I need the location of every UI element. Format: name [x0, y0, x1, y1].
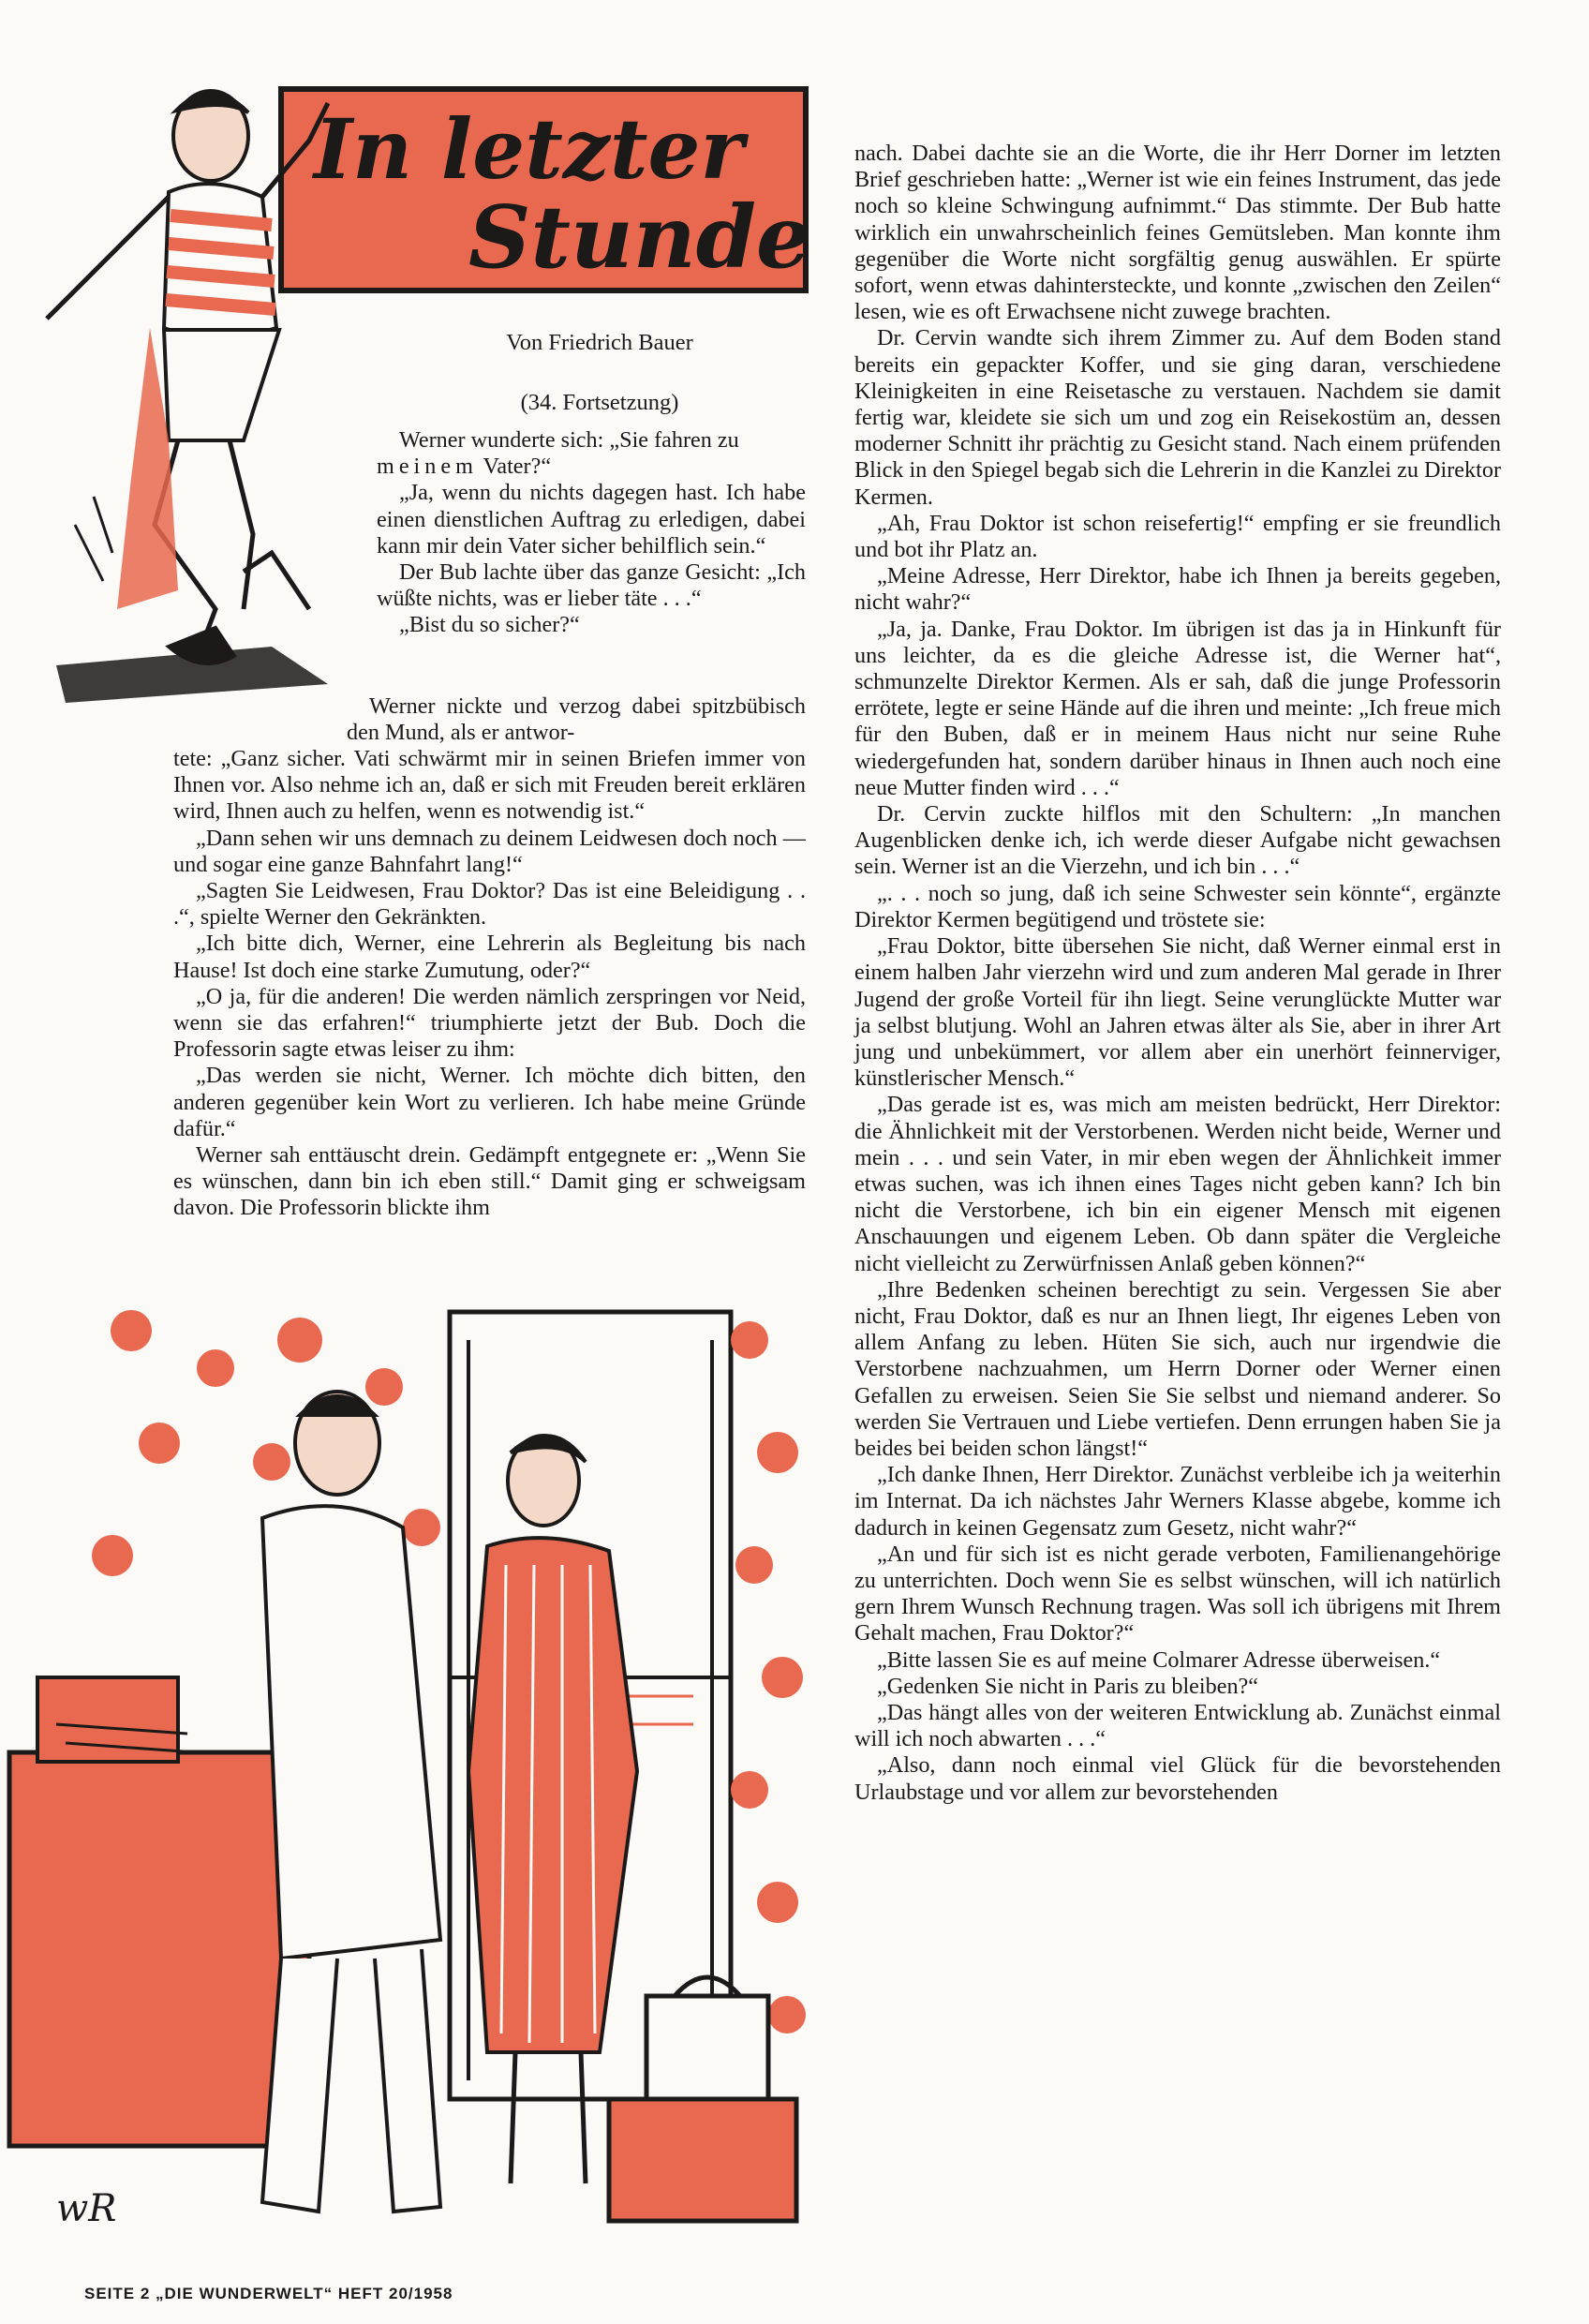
paragraph: Werner wunderte sich: „Sie fahren zu meinem Vater?“	[377, 427, 739, 480]
left-column-narrow	[377, 427, 806, 639]
paragraph: Werner sah enttäuscht drein. Gedämpft entgegnete er: „Wenn Sie es wünschen, dann bin ich eben still.“ Damit ging er schweigsam davon. Die Professorin blickte ihm	[173, 1142, 806, 1221]
page-footer: SEITE 2 „DIE WUNDERWELT“ HEFT 20/1958	[84, 2285, 453, 2302]
byline: Von Friedrich Bauer	[506, 330, 693, 355]
paragraph: „Ja, wenn du nichts dagegen hast. Ich habe einen dienstlichen Auftrag zu erledigen, dabei kann mir dein Vater sicher behilflich sein.“	[377, 480, 806, 559]
paragraph: „Ihre Bedenken scheinen berechtigt zu sein. Vergessen Sie aber nicht, Frau Doktor, daß es nur an Ihnen liegt, Ihr eigenes Leben von allem Anfang zu leben. Hüten Sie sich, auch nur irgendwie die Verstorbene nachzuahmen, um Herrn Dorner oder Werner einen Gefallen zu erweisen. Seien Sie Sie selbst und niemand anderer. So werden Sie Vertrauen und Liebe vertiefen. Denn errungen haben Sie ja beides bei beiden schon längst!“	[854, 1276, 1501, 1461]
paragraph: „Das hängt alles von der weiteren Entwicklung ab. Zunächst einmal will ich noch abwarten . . .“	[854, 1699, 1501, 1752]
installment-label: (34. Fortsetzung)	[520, 390, 679, 415]
paragraph: „Meine Adresse, Herr Direktor, habe ich Ihnen ja bereits gegeben, nicht wahr?“	[854, 563, 1501, 616]
paragraph: „Also, dann noch einmal viel Glück für die bevorstehenden Urlaubstage und vor allem zur bevorstehenden	[854, 1752, 1501, 1805]
left-column-wide	[173, 746, 806, 1222]
paragraph: Der Bub lachte über das ganze Gesicht: „Ich wüßte nichts, was er lieber täte . . .“	[377, 559, 806, 612]
right-column	[854, 141, 1501, 1806]
paragraph: „Ich bitte dich, Werner, eine Lehrerin als Begleitung bis nach Hause! Ist doch eine starke Zumutung, oder?“	[173, 931, 806, 983]
paragraph: „Dann sehen wir uns demnach zu deinem Leidwesen doch noch — und sogar eine ganze Bahnfahrt lang!“	[173, 825, 806, 877]
paragraph: tete: „Ganz sicher. Vati schwärmt mir in seinen Briefen immer von Ihnen vor. Also nehme ich an, daß er sich mit Freuden bereit erklären wird, Ihnen auch zu helfen, wenn es notwendig ist.“	[173, 746, 806, 825]
paragraph: „. . . noch so jung, daß ich seine Schwester sein könnte“, ergänzte Direktor Kermen begütigend und tröstete sie:	[854, 880, 1501, 932]
title-line-1: In letzter	[314, 100, 744, 198]
paragraph: „Frau Doktor, bitte übersehen Sie nicht, daß Werner einmal erst in einem halben Jahr vierzehn wird und zum anderen Mal gerade in Ihrer Jugend der große Vorteil für ihn liegt. Seine verunglückte Mutter war ja selbst blutjung. Wohl an Jahren etwas älter als Sie, aber in ihrer Art jung und unbekümmert, vor allem aber ein unerhört feinnerviger, künstlerischer Mensch.“	[854, 933, 1501, 1092]
paragraph: „Ah, Frau Doktor ist schon reisefertig!“ empfing er sie freundlich und bot ihr Platz an.	[854, 510, 1501, 563]
illustration-signature: wR	[56, 2187, 117, 2230]
paragraph: Dr. Cervin wandte sich ihrem Zimmer zu. Auf dem Boden stand bereits ein gepackter Koffer, und sie ging daran, verschiedene Kleinigkeiten in eine Reisetasche zu verstauen. Nachdem sie damit fertig war, kleidete sie sich um und zog ein Reisekostüm an, dessen moderner Schnitt ihr prächtig zu Gesicht stand. Nach einem prüfenden Blick in den Spiegel begab sich die Lehrerin in die Kanzlei zu Direktor Kermen.	[854, 325, 1501, 510]
paragraph: „Das gerade ist es, was mich am meisten bedrückt, Herr Direktor: die Ähnlichkeit mit der Verstorbenen. Werden nicht beide, Werner und mein . . . und sein Vater, in mir eben wegen der Ähnlichkeit immer etwas suchen, was ich ihnen eines Tages nicht geben kann? Ich bin nicht die Verstorbene, ich bin ein eigener Mensch mit eigenen Anschauungen und eigenem Leben. Ob dann später die Vergleiche nicht vielleicht zu Zerwürfnissen Anlaß geben können?“	[854, 1092, 1501, 1276]
paragraph: „Ja, ja. Danke, Frau Doktor. Im übrigen ist das ja in Hinkunft für uns leichter, da es die gleiche Adresse ist, die Werner hat“, schmunzelte Direktor Kermen. Als er sah, daß die junge Professorin errötete, legte er seine Hände auf die ihren und meinte: „Ich freue mich für den Buben, daß er in meinem Haus nicht nur seine Ruhe wiedergefunden hat, sondern darüber hinaus in Ihnen auch noch eine neue Mutter finden wird . . .“	[854, 616, 1501, 800]
paragraph: „Gedenken Sie nicht in Paris zu bleiben?“	[877, 1673, 1259, 1699]
paragraph: „Das werden sie nicht, Werner. Ich möchte dich bitten, den anderen gegenüber kein Wort zu verlieren. Ich habe meine Gründe dafür.“	[173, 1063, 806, 1141]
paragraph: „O ja, für die anderen! Die werden nämlich zerspringen vor Neid, wenn sie das erfahren!“ triumphierte jetzt der Bub. Doch die Professorin sagte etwas leiser zu ihm:	[173, 983, 806, 1063]
paragraph: Werner nickte und verzog dabei spitzbübisch den Mund, als er antwor-	[347, 693, 806, 746]
paragraph: „Ich danke Ihnen, Herr Direktor. Zunächst verbleibe ich ja weiterhin im Internat. Da ich nächstes Jahr Werners Klasse abgebe, komme ich dadurch in keinen Gegensatz zum Gesetz, nicht wahr?“	[854, 1462, 1501, 1541]
suitcase	[609, 2099, 796, 2221]
paragraph: nach. Dabei dachte sie an die Worte, die ihr Herr Dorner im letzten Brief geschrieben hatte: „Werner ist wie ein feines Instrument, das jede noch so kleine Schwingung aufnimmt.“ Das stimmte. Der Bub hatte wirklich ein unwahrscheinlich feines Gemütsleben. Man konnte ihm gegenüber die Worte nicht sorgfältig genug auswählen. Er spürte sofort, wenn etwas dahintersteckte, und konnte „zwischen den Zeilen“ lesen, wie es oft Erwachsene nicht zuwege brachten.	[854, 141, 1501, 325]
left-column-indented	[347, 693, 806, 746]
paragraph: „Bist du so sicher?“	[399, 612, 580, 638]
paragraph: Dr. Cervin zuckte hilflos mit den Schultern: „In manchen Augenblicken denke ich, ich werde dieser Aufgabe nicht gewachsen sein. Werner ist an die Vierzehn, und ich bin . . .“	[854, 801, 1501, 880]
paragraph: „Sagten Sie Leidwesen, Frau Doktor? Das ist eine Beleidigung . . .“, spielte Werner den Gekränkten.	[173, 878, 806, 931]
paragraph: „An und für sich ist es nicht gerade verboten, Familienangehörige zu unterrichten. Doch wenn Sie es selbst wünschen, will ich natürlich gern Ihrem Wunsch Rechnung tragen. Was soll ich übrigens mit Ihrem Gehalt machen, Frau Doktor?“	[854, 1541, 1501, 1646]
title-line-2: Stunde	[468, 186, 811, 288]
scene-illustration	[0, 1284, 824, 2249]
desk	[9, 1752, 309, 2146]
paragraph: „Bitte lassen Sie es auf meine Colmarer Adresse überweisen.“	[877, 1646, 1441, 1673]
